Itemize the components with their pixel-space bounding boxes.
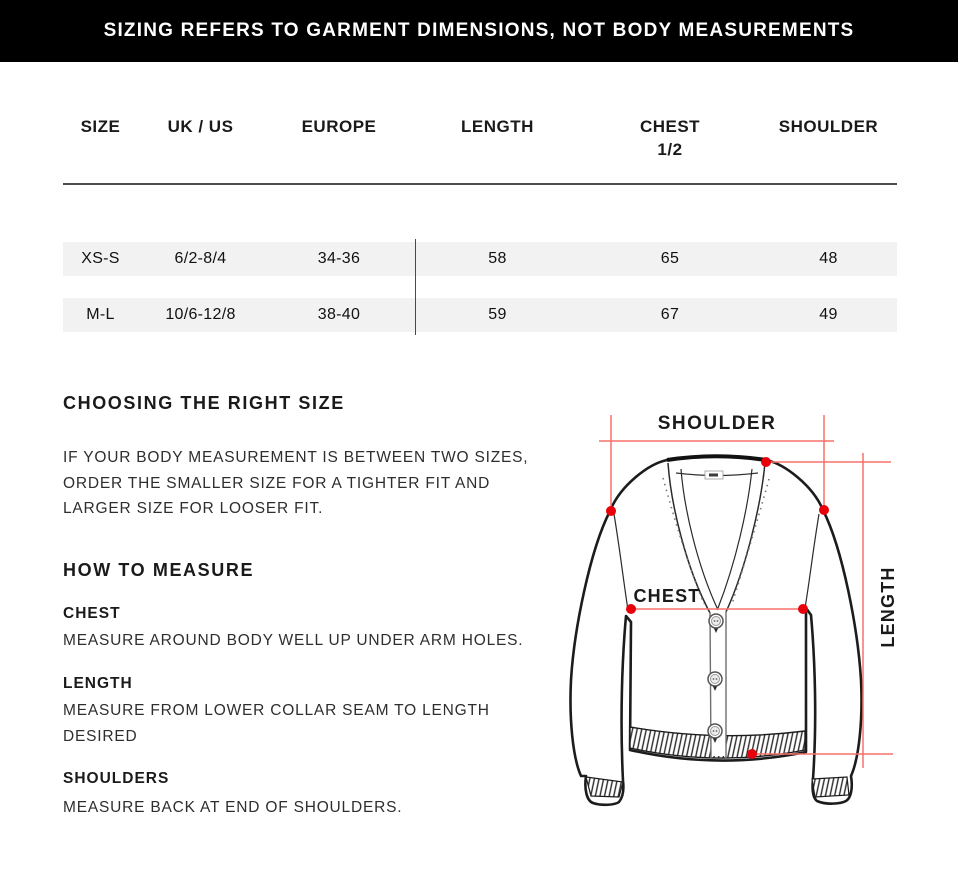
cardigan-size-diagram: [560, 390, 958, 860]
banner-text: SIZING REFERS TO GARMENT DIMENSIONS, NOT BODY MEASUREMENTS: [103, 20, 855, 41]
cell-uk-us: 6/2-8/4: [174, 250, 227, 267]
header-cell-europe: EUROPE: [301, 117, 377, 136]
choosing-size-body: [63, 445, 528, 522]
table-row-m-l: [63, 298, 897, 332]
cell-length: 58: [488, 250, 507, 267]
shoulder-label: SHOULDER: [657, 413, 777, 434]
measure-dot: [606, 506, 616, 516]
measure-length-body: [63, 698, 490, 749]
body-line: MEASURE AROUND BODY WELL UP UNDER ARM HOLES.: [63, 632, 524, 649]
body-line: DESIRED: [63, 727, 138, 745]
neck-label-print: [709, 474, 718, 477]
placket-mask: [711, 690, 726, 756]
how-to-measure-title: HOW TO MEASURE: [63, 560, 255, 580]
length-label: LENGTH: [878, 566, 898, 648]
header-cell-length: LENGTH: [461, 117, 534, 136]
table-header-rule: [63, 183, 897, 185]
measure-dot: [747, 749, 757, 759]
cell-size: XS-S: [81, 250, 120, 267]
table-column-divider: [415, 239, 416, 335]
cell-length: 59: [488, 306, 507, 323]
header-cell-chest: CHEST 1/2: [639, 117, 701, 159]
measure-length-label: LENGTH: [63, 675, 133, 692]
cell-size: M-L: [86, 306, 115, 323]
right-cuff-ribbing: [812, 777, 849, 797]
choosing-size-title: CHOOSING THE RIGHT SIZE: [63, 393, 345, 413]
measure-dot: [798, 604, 808, 614]
cell-europe: 34-36: [317, 250, 361, 267]
measure-shoulders-label: SHOULDERS: [63, 770, 170, 787]
measure-chest-label: CHEST: [63, 605, 121, 622]
measure-shoulders-body: [63, 795, 402, 821]
header-cell-shoulder: SHOULDER: [778, 117, 879, 136]
measure-dot: [761, 457, 771, 467]
body-line: ORDER THE SMALLER SIZE FOR A TIGHTER FIT AND: [63, 474, 491, 492]
measure-chest-body: [63, 628, 523, 654]
body-line: IF YOUR BODY MEASUREMENT IS BETWEEN TWO SIZES,: [63, 449, 529, 466]
body-line: MEASURE BACK AT END OF SHOULDERS.: [63, 799, 403, 816]
header-cell-uk-us: UK / US: [167, 117, 234, 136]
cell-uk-us: 10/6-12/8: [165, 306, 236, 323]
cell-europe: 38-40: [317, 306, 361, 323]
size-table-header-row: [63, 115, 897, 161]
measure-dot: [819, 505, 829, 515]
cell-shoulder: 49: [819, 306, 838, 323]
cell-shoulder: 48: [819, 250, 838, 267]
body-line: MEASURE FROM LOWER COLLAR SEAM TO LENGTH: [63, 702, 490, 719]
size-table-body: [63, 242, 897, 354]
cell-chest: 67: [660, 306, 680, 323]
chest-label: CHEST: [633, 586, 701, 606]
top-banner: [0, 0, 958, 62]
body-line: LARGER SIZE FOR LOOSER FIT.: [63, 500, 324, 517]
cell-chest: 65: [660, 250, 680, 267]
header-cell-size: SIZE: [80, 117, 121, 136]
table-row-xs-s: [63, 242, 897, 276]
